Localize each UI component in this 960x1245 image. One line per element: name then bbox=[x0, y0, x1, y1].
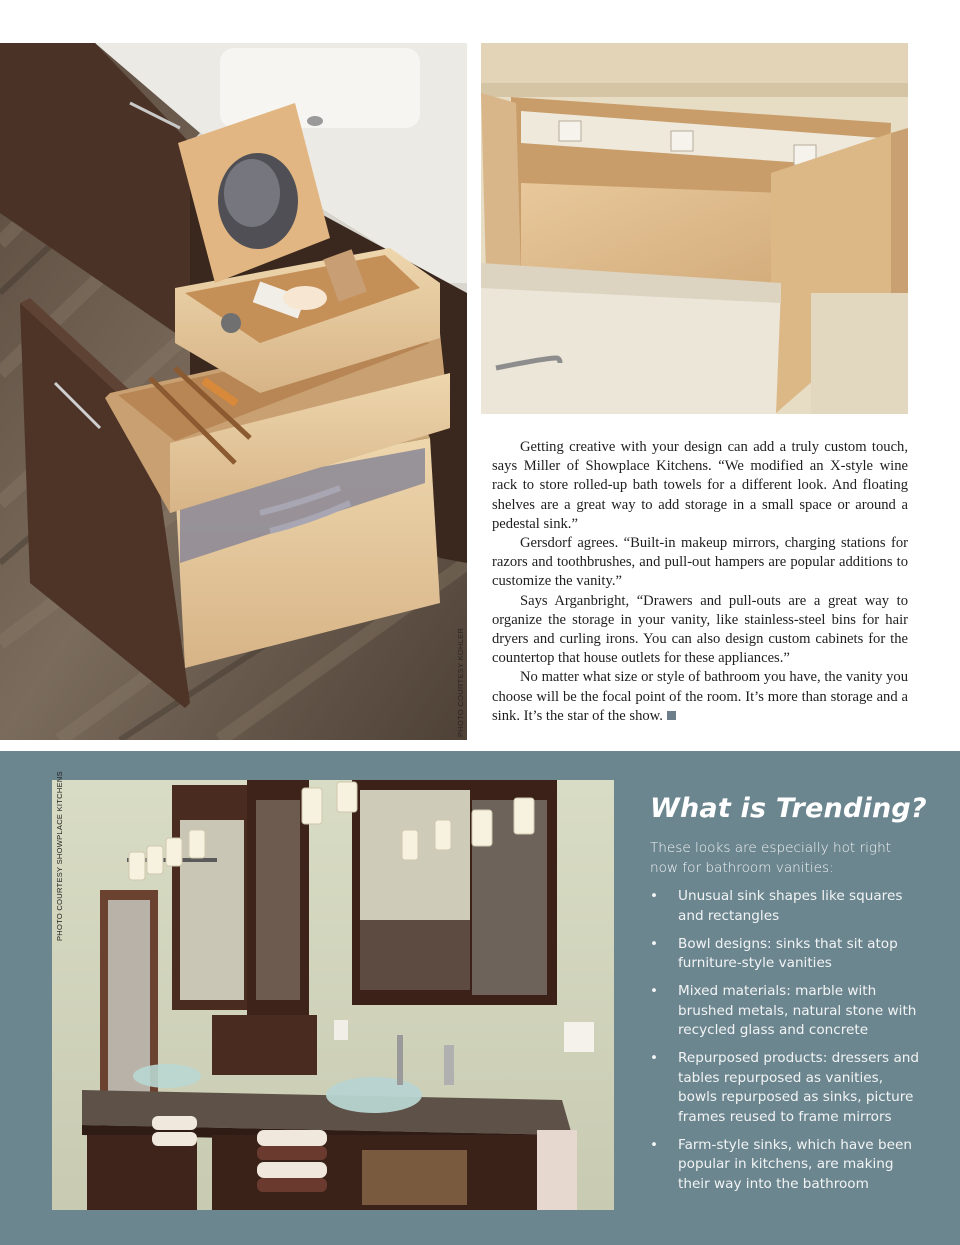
list-item-text: Unusual sink shapes like squares and rectangles bbox=[678, 888, 903, 924]
outlet-drawer-photo bbox=[481, 43, 908, 414]
trending-sidebar bbox=[0, 751, 960, 1245]
sidebar-intro: These looks are especially hot right now for bathroom vanities: bbox=[650, 840, 892, 876]
article-paragraph-2: Gersdorf agrees. “Built-in makeup mirrors, charging stations for razors and toothbrushes, and pull-out hampers are popular additions to customize the vanity.” bbox=[492, 535, 908, 590]
bullet-icon: • bbox=[650, 888, 659, 904]
list-item bbox=[650, 935, 920, 974]
photo-credit-kohler: PHOTO COURTESY KOHLER bbox=[456, 627, 465, 737]
article-paragraph-3: Says Arganbright, “Drawers and pull-outs are a great way to organize the storage in your vanity, like stainless-steel bins for hair dryers and curling irons. You can also design custom cabinets for the countertop that house outlets for these appliances.” bbox=[492, 592, 908, 667]
list-item bbox=[650, 1049, 920, 1127]
sidebar-title: What is Trending? bbox=[650, 793, 927, 824]
double-vanity-photo bbox=[52, 780, 614, 1210]
article-paragraph-4 bbox=[492, 668, 908, 726]
list-item-text: Mixed materials: marble with brushed metals, natural stone with recycled glass and concrete bbox=[678, 983, 917, 1038]
photo-credit-showplace: PHOTO COURTESY SHOWPLACE KITCHENS bbox=[55, 771, 64, 941]
end-of-article-mark bbox=[667, 711, 676, 720]
bullet-icon: • bbox=[650, 935, 659, 952]
list-item bbox=[650, 982, 920, 1041]
list-item bbox=[650, 1136, 920, 1195]
article-paragraph-4-text: No matter what size or style of bathroom you have, the vanity you choose will be the focal point of the room. It’s more than storage and a sink. It’s the star of the show. bbox=[492, 669, 908, 724]
list-item-text: Repurposed products: dressers and tables repurposed as vanities, bowls repurposed as sinks, picture frames reused to frame mirrors bbox=[678, 1050, 920, 1125]
bullet-icon: • bbox=[650, 983, 659, 999]
article-paragraph-1: Getting creative with your design can add a truly custom touch, says Miller of Showplace Kitchens. “We modified an X-style wine rack to store rolled-up bath towels for a different look. And floating shelves are a great way to add storage in a small space or around a pedestal sink.” bbox=[492, 439, 908, 532]
bullet-icon: • bbox=[650, 1136, 659, 1153]
trend-list bbox=[650, 887, 920, 1203]
article-body bbox=[492, 438, 908, 726]
list-item-text: Farm-style sinks, which have been popular in kitchens, are making their way into the bathroom bbox=[678, 1136, 912, 1192]
vanity-drawers-photo bbox=[0, 43, 467, 740]
list-item-text: Bowl designs: sinks that sit atop furniture-style vanities bbox=[678, 935, 898, 971]
bullet-icon: • bbox=[650, 1050, 659, 1066]
list-item bbox=[650, 887, 920, 926]
